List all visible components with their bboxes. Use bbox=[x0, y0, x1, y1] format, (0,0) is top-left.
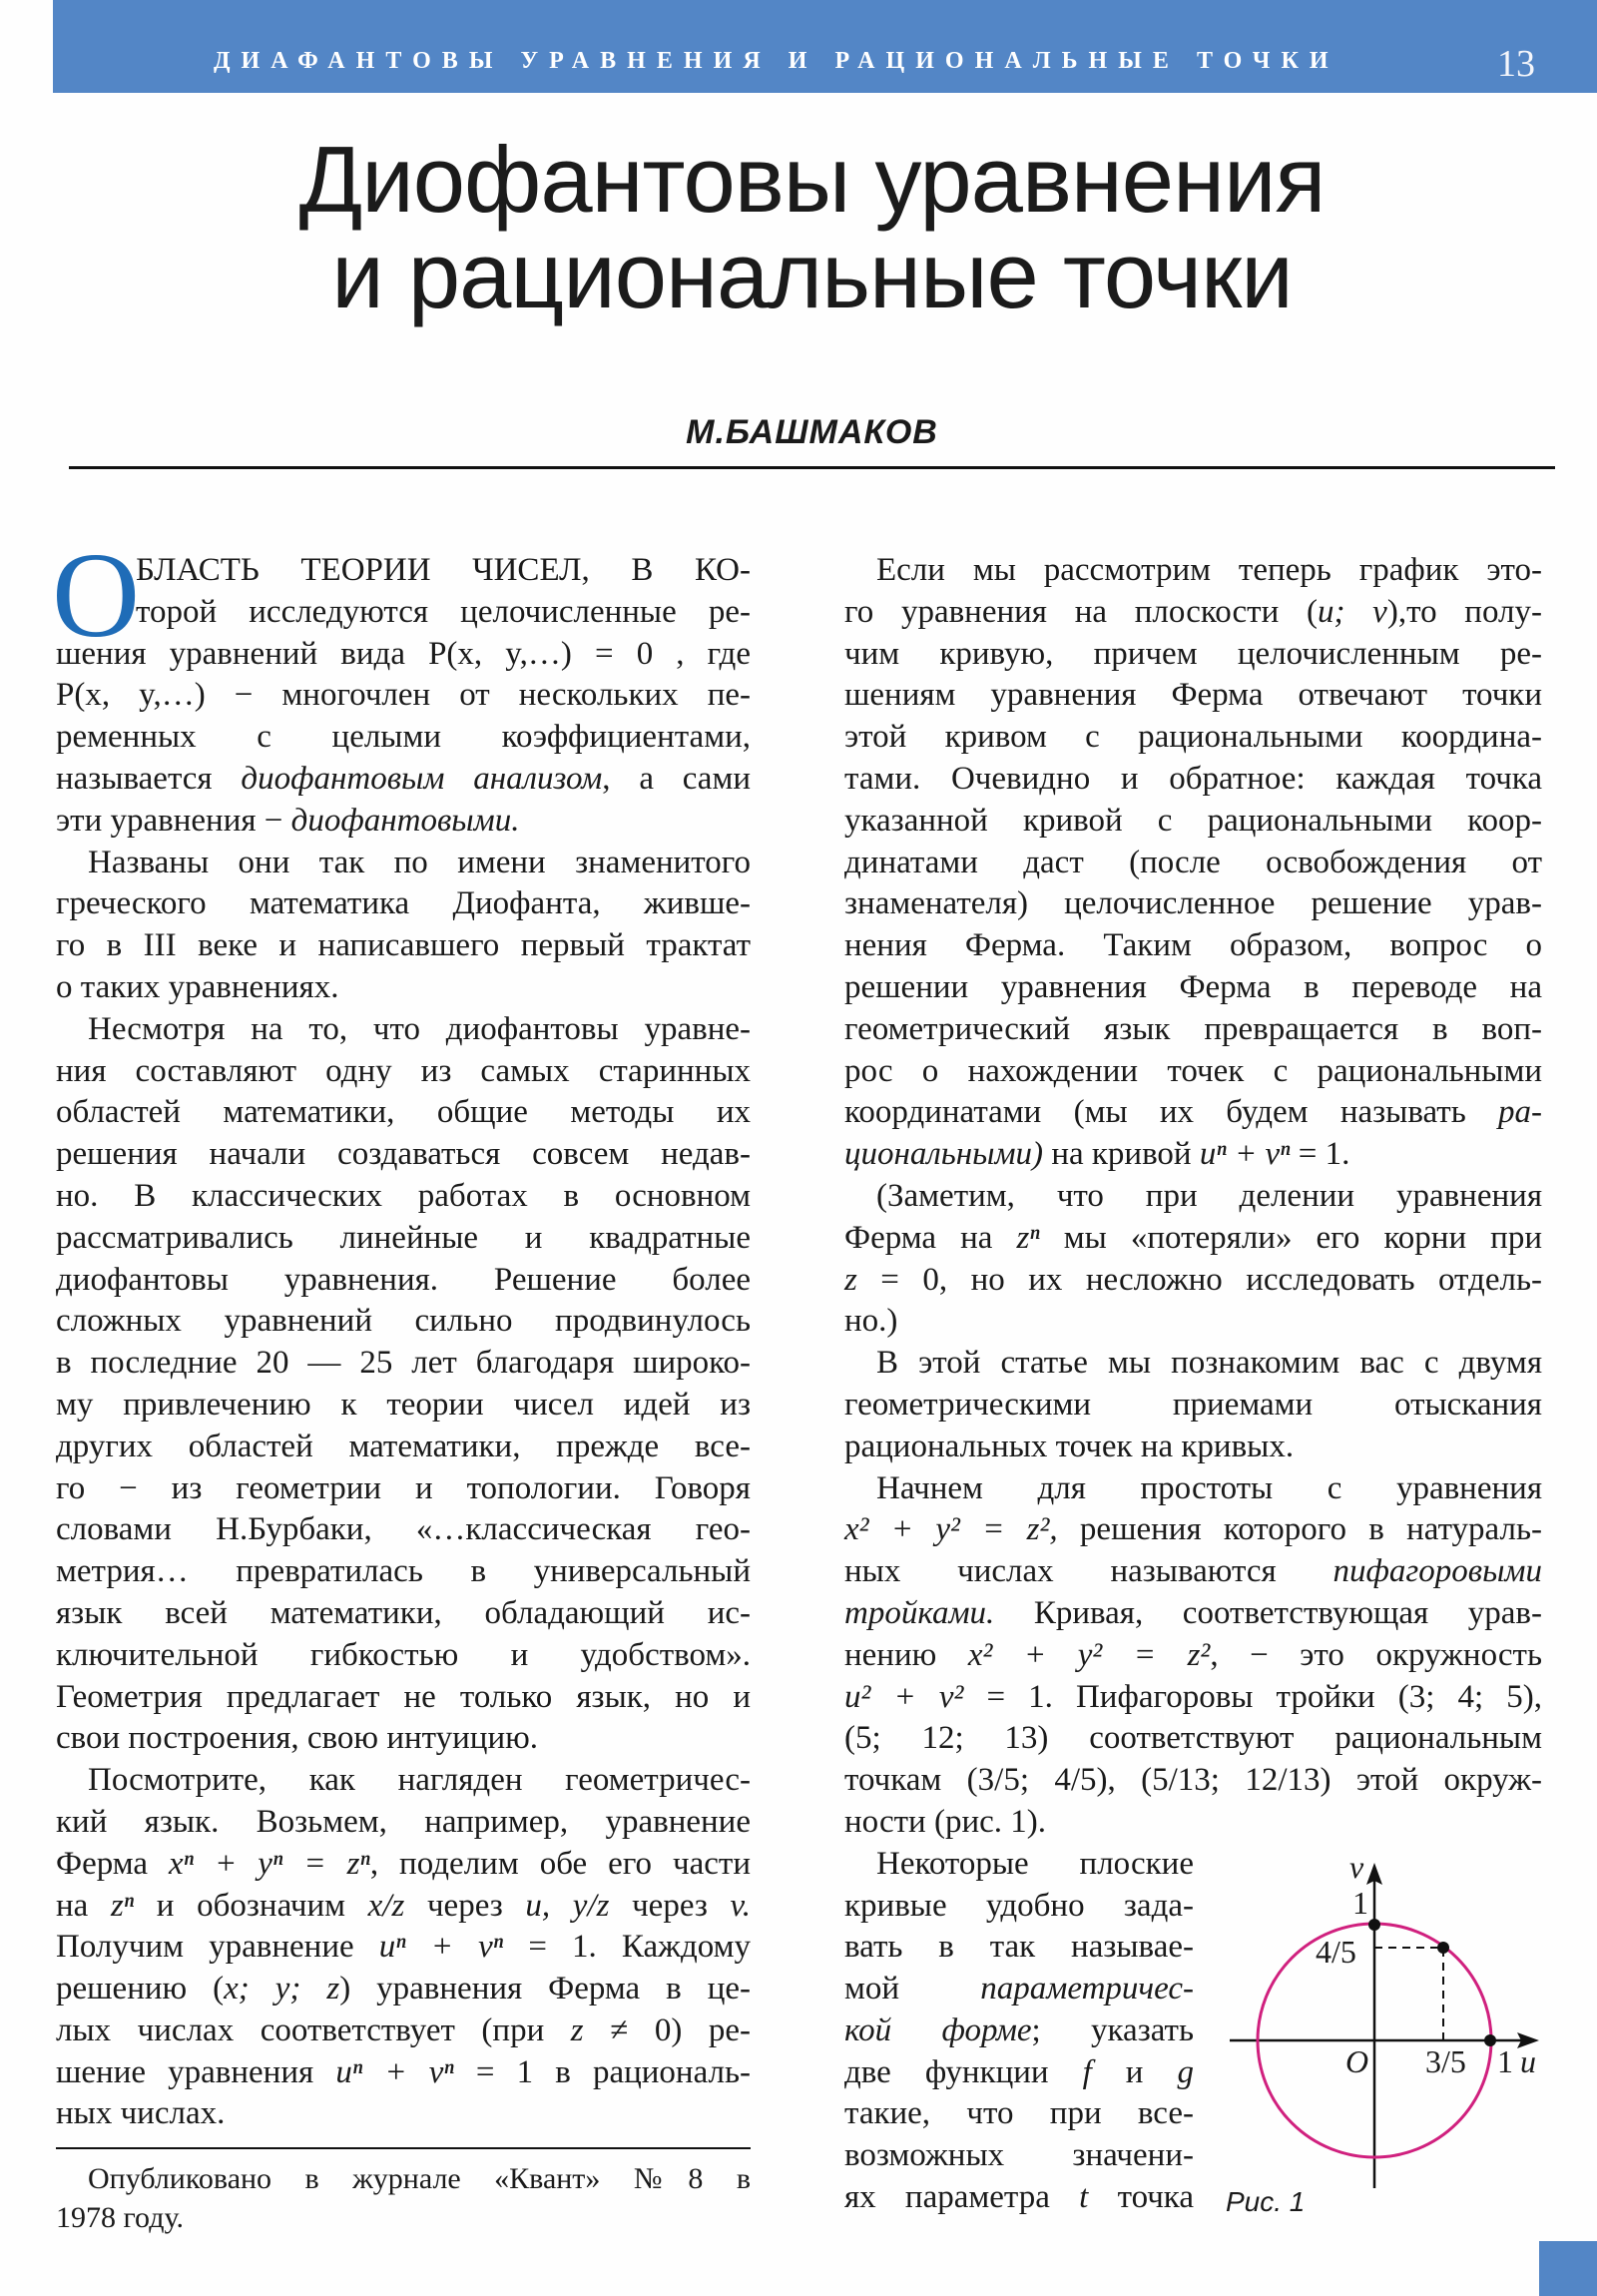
text-line: го уравнения на плоскости (u; v),то полу- bbox=[844, 593, 1542, 630]
text-line: шения уравнений вида P(x, y,…) = 0 , где bbox=[56, 635, 751, 672]
text-line: Опубликовано в журнале «Квант» №8 в bbox=[88, 2162, 751, 2195]
text-line: две функции f и g bbox=[844, 2053, 1194, 2090]
emphasis: x; y; z bbox=[224, 1971, 340, 2008]
text-line: эти уравнения − диофантовыми. bbox=[56, 802, 520, 839]
text-line: го − из геометрии и топологии. Говоря bbox=[56, 1469, 751, 1506]
point-0-1 bbox=[1368, 1919, 1380, 1931]
emphasis: u; v bbox=[1317, 593, 1387, 630]
text-line: кий язык. Возьмем, например, уравнение bbox=[56, 1803, 751, 1840]
text-line: Названы они так по имени знаменитого bbox=[88, 844, 751, 880]
text-line: решению (x; y; z) уравнения Ферма в це- bbox=[56, 1971, 751, 2008]
text-line: указанной кривой с рациональными коор- bbox=[844, 802, 1542, 839]
emphasis: uⁿ + vⁿ bbox=[378, 1929, 504, 1966]
article-title-line-1: Диофантовы уравнения bbox=[298, 127, 1326, 232]
text-line: лых числах соответствует (при z ≠ 0) ре- bbox=[56, 2011, 751, 2048]
text-line: В этой статье мы познакомим вас с двумя bbox=[876, 1345, 1542, 1382]
emphasis: диофантовыми. bbox=[290, 802, 520, 839]
text-line: Ферма на zⁿ мы «потеряли» его корни при bbox=[844, 1219, 1542, 1256]
text-line: других областей математики, прежде все- bbox=[56, 1428, 751, 1464]
text-line: диофантовы уравнения. Решение более bbox=[56, 1261, 751, 1298]
text-line: координатами (мы их будем называть ра- bbox=[844, 1094, 1542, 1131]
text-line: этой кривом с рациональными координа- bbox=[844, 719, 1542, 756]
text-line: ременных с целыми коэффициентами, bbox=[56, 719, 751, 756]
figure-caption: Рис. 1 bbox=[1226, 2186, 1306, 2217]
emphasis: ра- bbox=[1498, 1094, 1542, 1131]
text-line: решения начали создаваться совсем недав- bbox=[56, 1136, 751, 1173]
text-line: циональными) на кривой uⁿ + vⁿ = 1. bbox=[844, 1136, 1350, 1173]
text-line: греческого математика Диофанта, живше- bbox=[56, 885, 751, 922]
text-line: областей математики, общие методы их bbox=[56, 1094, 751, 1131]
text-line: свои построения, свою интуицию. bbox=[56, 1720, 539, 1757]
text-line: ных числах называются пифагоровыми bbox=[844, 1553, 1542, 1590]
text-line: ния составляют одну из самых старинных bbox=[56, 1052, 751, 1089]
text-line: о таких уравнениях. bbox=[56, 968, 339, 1005]
text-line: тройками. Кривая, соответствующая урав- bbox=[844, 1594, 1542, 1631]
text-line: такие, что при все- bbox=[844, 2095, 1194, 2132]
text-line: му привлечению к теории чисел идей из bbox=[56, 1386, 751, 1423]
emphasis: x² + y² = z², bbox=[844, 1511, 1058, 1548]
text-line: ности (рис. 1). bbox=[844, 1803, 1046, 1840]
text-line: кой форме; указать bbox=[844, 2011, 1194, 2048]
corner-accent bbox=[1539, 2241, 1597, 2296]
emphasis: x/z bbox=[367, 1887, 405, 1924]
text-line: язык всей математики, обладающий ис- bbox=[56, 1594, 751, 1631]
text-line: но. В классических работах в основном bbox=[56, 1177, 751, 1214]
text-line: 1978 году. bbox=[56, 2201, 184, 2234]
emphasis: диофантовым анализом bbox=[241, 760, 603, 797]
projection-lines bbox=[1374, 1948, 1443, 2040]
emphasis: циональными) bbox=[844, 1136, 1044, 1173]
text-line: вать в так называе- bbox=[844, 1929, 1194, 1966]
emphasis: v. bbox=[730, 1887, 751, 1924]
author-name: М.БАШМАКОВ bbox=[686, 413, 938, 451]
emphasis: uⁿ + vⁿ bbox=[1199, 1136, 1291, 1173]
text-line: геометрический язык превращается в воп- bbox=[844, 1010, 1542, 1047]
text-line: в последние 20 — 25 лет благодаря широко- bbox=[56, 1345, 751, 1382]
emphasis: пифагоровыми bbox=[1332, 1553, 1542, 1590]
text-line: точкам (3/5; 4/5), (5/13; 12/13) этой окруж- bbox=[844, 1762, 1542, 1799]
text-line: мой параметричес- bbox=[844, 1971, 1194, 2008]
emphasis: параметричес- bbox=[980, 1971, 1194, 2008]
text-line: торой исследуются целочисленные ре- bbox=[136, 593, 751, 630]
text-line: Если мы рассмотрим теперь график это- bbox=[876, 552, 1542, 588]
text-line: геометрическими приемами отыскания bbox=[844, 1386, 1542, 1423]
emphasis: u² + v² bbox=[844, 1678, 964, 1715]
text-line: Геометрия предлагает не только язык, но и bbox=[56, 1678, 751, 1715]
text-line: шениям уравнения Ферма отвечают точки bbox=[844, 677, 1542, 714]
emphasis: zⁿ bbox=[1016, 1219, 1040, 1256]
u-axis-label: u bbox=[1520, 2043, 1536, 2079]
emphasis: g bbox=[1177, 2053, 1194, 2090]
text-line: (5; 12; 13) соответствуют рациональным bbox=[844, 1720, 1542, 1757]
text-line: сложных уравнений сильно продвинулось bbox=[56, 1303, 751, 1340]
drop-cap: О bbox=[52, 528, 141, 663]
emphasis: x² + y² = z² bbox=[967, 1636, 1211, 1673]
emphasis: z bbox=[844, 1261, 857, 1298]
text-line: Ферма xⁿ + yⁿ = zⁿ, поделим обе его части bbox=[56, 1845, 751, 1882]
text-line: P(x, y,…) − многочлен от нескольких пе- bbox=[56, 677, 751, 714]
text-line: шение уравнения uⁿ + vⁿ = 1 в рациональ- bbox=[56, 2053, 752, 2090]
text-line: рациональных точек на кривых. bbox=[844, 1428, 1295, 1464]
text-line: Некоторые плоские bbox=[876, 1845, 1194, 1882]
text-line: Посмотрите, как нагляден геометричес- bbox=[88, 1762, 751, 1799]
text-line: го в III веке и написавшего первый трактат bbox=[56, 927, 751, 964]
emphasis: z bbox=[570, 2011, 584, 2048]
running-title: ДИАФАНТОВЫ УРАВНЕНИЯ И РАЦИОНАЛЬНЫЕ ТОЧКИ bbox=[214, 48, 1339, 74]
text-line: решении уравнения Ферма в переводе на bbox=[844, 968, 1542, 1005]
text-line: метрия… превратилась в универсальный bbox=[56, 1553, 751, 1590]
emphasis: f bbox=[1082, 2053, 1092, 2090]
text-line: Получим уравнение uⁿ + vⁿ = 1. Каждому bbox=[56, 1929, 751, 1966]
text-line: ных числах. bbox=[56, 2095, 226, 2132]
emphasis: t bbox=[1079, 2179, 1089, 2216]
emphasis: кой форме bbox=[844, 2011, 1032, 2048]
text-line: знаменателя) целочисленное решение урав- bbox=[844, 885, 1542, 922]
text-line: нению x² + y² = z², − это окружность bbox=[844, 1636, 1543, 1673]
text-line: БЛАСТЬ ТЕОРИИ ЧИСЕЛ, В КО- bbox=[136, 552, 751, 588]
text-line: Несмотря на то, что диофантовы уравне- bbox=[88, 1010, 751, 1047]
emphasis: zⁿ bbox=[110, 1887, 135, 1924]
text-line: x² + y² = z², решения которого в натураль- bbox=[844, 1511, 1542, 1548]
page-number: 13 bbox=[1497, 43, 1535, 85]
text-line: тами. Очевидно и обратное: каждая точка bbox=[844, 760, 1542, 797]
article-title-line-2: и рациональные точки bbox=[331, 223, 1293, 327]
text-line: u² + v² = 1. Пифагоровы тройки (3; 4; 5), bbox=[844, 1678, 1542, 1715]
text-line: на zⁿ и обозначим x/z через u, y/z через v. bbox=[56, 1887, 751, 1924]
x-tick-3-5: 3/5 bbox=[1425, 2043, 1466, 2079]
text-line: ях параметра t точка bbox=[844, 2179, 1194, 2216]
x-tick-one: 1 bbox=[1497, 2043, 1513, 2079]
text-line: динатами даст (после освобождения от bbox=[844, 844, 1542, 880]
text-line: ключительной гибкостью и удобством». bbox=[56, 1636, 751, 1673]
origin-label: O bbox=[1345, 2043, 1369, 2079]
emphasis: тройками. bbox=[844, 1594, 995, 1631]
text-line: рос о нахождении точек с рациональными bbox=[844, 1052, 1542, 1089]
text-line: рассматривались линейные и квадратные bbox=[56, 1219, 751, 1256]
text-line: кривые удобно зада- bbox=[844, 1887, 1194, 1924]
text-line: (Заметим, что при делении уравнения bbox=[876, 1177, 1542, 1214]
text-line: но.) bbox=[844, 1303, 898, 1340]
emphasis: u, y/z bbox=[525, 1887, 610, 1924]
text-line: чим кривую, причем целочисленным ре- bbox=[844, 635, 1542, 672]
emphasis: uⁿ + vⁿ bbox=[335, 2053, 454, 2090]
y-tick-4-5: 4/5 bbox=[1316, 1934, 1356, 1970]
text-line: называется диофантовым анализом, а сами bbox=[56, 760, 751, 797]
text-line: нения Ферма. Таким образом, вопрос о bbox=[844, 927, 1542, 964]
text-line: возможных значени- bbox=[844, 2137, 1194, 2174]
emphasis: xⁿ + yⁿ = zⁿ bbox=[169, 1845, 370, 1882]
text-line: z = 0, но их несложно исследовать отдель- bbox=[844, 1261, 1542, 1298]
point-1-0 bbox=[1484, 2034, 1496, 2046]
text-line: словами Н.Бурбаки, «…классическая гео- bbox=[56, 1511, 751, 1548]
point-3-5-4-5 bbox=[1437, 1942, 1449, 1954]
text-line: Начнем для простоты с уравнения bbox=[876, 1469, 1542, 1506]
y-tick-one: 1 bbox=[1352, 1885, 1368, 1921]
v-axis-label: v bbox=[1349, 1849, 1364, 1885]
